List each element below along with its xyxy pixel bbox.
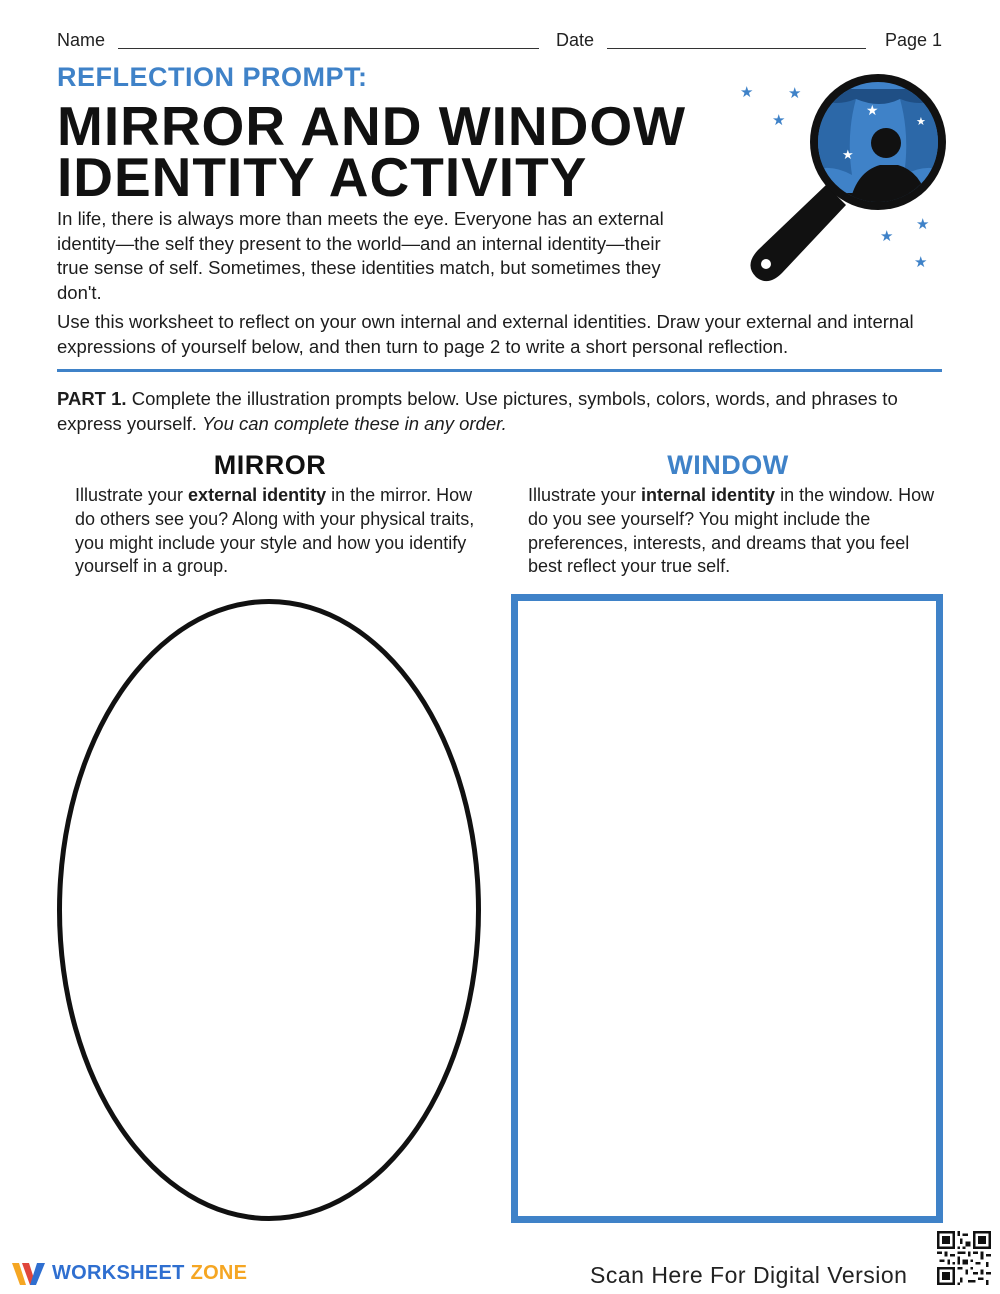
star-icon: ★	[772, 111, 786, 129]
page-title-line-2: IDENTITY ACTIVITY	[57, 146, 588, 208]
mirror-heading: MIRROR	[213, 450, 327, 480]
name-field-line[interactable]	[118, 48, 539, 49]
handle-hole	[761, 259, 771, 269]
part-1-instructions	[57, 387, 957, 436]
mirror-prompt-text: Illustrate your	[75, 485, 189, 505]
section-divider	[57, 369, 942, 372]
page-number: Page 1	[885, 30, 943, 50]
star-icon: ★	[788, 84, 802, 102]
mirror-prompt-bold: external identity	[188, 485, 327, 505]
star-icon: ★	[916, 115, 926, 128]
person-silhouette-head	[871, 128, 901, 158]
part-1-italic-note: You can complete these in any order.	[201, 412, 507, 434]
mirror-prompt	[75, 484, 485, 579]
window-heading: WINDOW	[667, 450, 789, 480]
star-icon: ★	[914, 253, 928, 271]
window-prompt	[528, 484, 943, 579]
star-icon: ★	[740, 83, 754, 101]
mirror-prompt-text-end: in the mirror. How do others see you? Along with your physical traits, you might include your style and how you identify yourself in a group.	[75, 485, 475, 577]
window-drawing-area[interactable]	[511, 594, 943, 1223]
window-prompt-bold: internal identity	[641, 485, 776, 505]
mirror-drawing-area[interactable]	[57, 599, 481, 1221]
qr-code[interactable]	[937, 1231, 991, 1285]
worksheet-zone-logo-icon	[10, 1259, 48, 1289]
worksheet-zone-logo[interactable]	[52, 1262, 247, 1285]
window-prompt-text-end: in the window. How do you see yourself? You might include the preferences, interests, and dreams that you feel best reflect your true self.	[528, 485, 935, 577]
star-icon: ★	[916, 215, 930, 233]
star-icon: ★	[842, 148, 854, 163]
page-title-line-1: MIRROR AND WINDOW	[57, 95, 687, 157]
date-field-line[interactable]	[607, 48, 866, 49]
star-icon: ★	[866, 103, 879, 119]
logo-word-worksheet: WORKSHEET	[52, 1262, 185, 1284]
star-icon: ★	[880, 227, 894, 245]
intro-paragraph: In life, there is always more than meets the eye. Everyone has an external identity—the self they present to the world—and an internal identity—their true sense of self. Sometimes, these identities match, but sometimes they don't.	[57, 208, 664, 303]
window-prompt-text: Illustrate your	[528, 485, 642, 505]
part-1-label: PART 1.	[57, 388, 127, 409]
logo-word-zone: ZONE	[190, 1262, 248, 1284]
instructions-paragraph: Use this worksheet to reflect on your own internal and external identities. Draw your external and internal expressions of yourself below, and then turn to page 2 to write a short personal reflection.	[57, 311, 914, 357]
date-label: Date	[556, 30, 595, 50]
scan-instruction: Scan Here For Digital Version	[590, 1262, 908, 1288]
hand-mirror-illustration	[730, 65, 965, 290]
part-1-text: Complete the illustration prompts below. Use pictures, symbols, colors, words, and phrases to express yourself.	[57, 388, 898, 434]
kicker-heading: REFLECTION PROMPT:	[57, 62, 368, 92]
name-label: Name	[57, 30, 106, 50]
